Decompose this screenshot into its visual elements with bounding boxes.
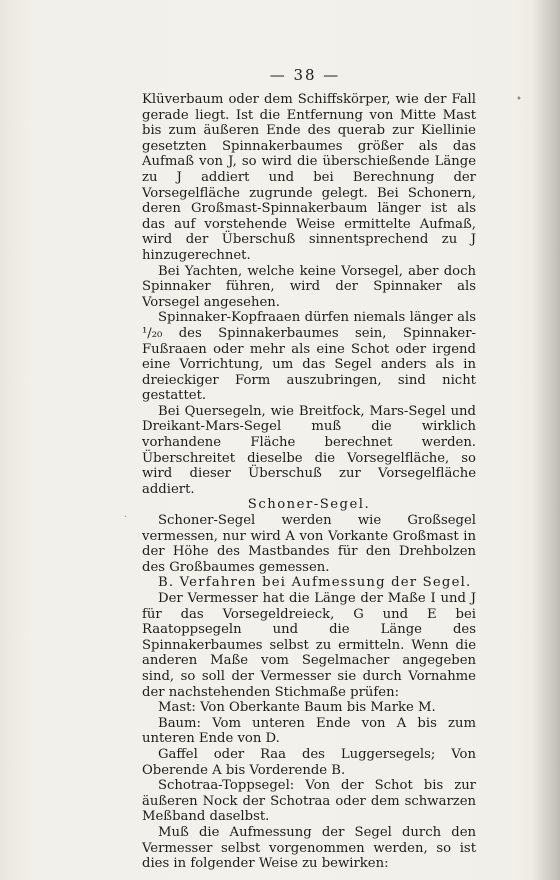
body-text — [142, 92, 476, 872]
paragraph: Schotraa-Toppsegel: Von der Schot bis zur äußeren Nock der Schotraa oder dem schwarzen Meßband daselbst. — [142, 778, 476, 825]
page-number: — 38 — — [269, 66, 341, 84]
paragraph: Muß die Aufmessung der Segel durch den Vermesser selbst vorgenommen werden, so ist dies in folgender Weise zu bewirken: — [142, 824, 476, 872]
section-heading: B. Verfahren bei Aufmessung der Segel. — [158, 575, 472, 591]
paragraph: Bei Yachten, welche keine Vorsegel, aber doch Spinnaker führen, wird der Spinnaker als Vorsegel angesehen. — [142, 263, 476, 310]
paragraph: Gaffel oder Raa des Luggersegels; Von Oberende A bis Vorderende B. — [142, 746, 476, 778]
paragraph: Klüverbaum oder dem Schiffskörper, wie der Fall gerade liegt. Ist die Entfernung von Mitte Mast bis zum äußeren Ende des querab zur Kiellinie gesetzten Spinnakerbaumes größer als das Aufmaß von J, so wird die überschießende Länge zu J addiert und bei Berechnung der Vorsegelfläche zugrunde gelegt. Bei Schonern, deren Großmast-Spinnakerbaum länger ist als das auf vorstehende Weise ermittelte Aufmaß, wird der Überschuß sinnentsprechend zu J hinzugerechnet. — [142, 92, 476, 263]
margin-speck: • — [516, 94, 522, 105]
page-edge-shadow — [532, 0, 560, 880]
paragraph: Bei Quersegeln, wie Breitfock, Mars-Segel und Dreikant-Mars-Segel muß die wirklich vorhandene Fläche berechnet werden. Überschreitet dieselbe die Vorsegelfläche, so wird dieser Überschuß zur Vorsegelfläche addiert. — [142, 403, 476, 497]
section-heading: Schoner-Segel. — [247, 497, 371, 513]
paragraph: Mast: Von Oberkante Baum bis Marke M. — [158, 700, 436, 716]
paragraph: Der Vermesser hat die Länge der Maße I und J für das Vorsegeldreieck, G und E bei Raatoppsegeln und die Länge des Spinnakerbaumes selbst zu ermitteln. Wenn die anderen Maße vom Segelmacher angegeben sind, so soll der Vermesser sie durch Vornahme der nachstehenden Stichmaße prüfen: — [142, 591, 476, 700]
paragraph: Spinnaker-Kopfraaen dürfen niemals länger als ¹/₂₀ des Spinnakerbaumes sein, Spinnaker-Fußraaen oder mehr als eine Schot oder irgend eine Vorrichtung, um das Segel anders als in dreieckiger Form auszubringen, sind nicht gestattet. — [142, 310, 476, 404]
margin-speck: · — [124, 512, 128, 523]
paragraph: Schoner-Segel werden wie Großsegel vermessen, nur wird A von Vorkante Großmast in der Höhe des Mastbandes für den Drehbolzen des Großbaumes gemessen. — [142, 513, 476, 575]
paragraph: Baum: Vom unteren Ende von A bis zum unteren Ende von D. — [142, 715, 476, 747]
